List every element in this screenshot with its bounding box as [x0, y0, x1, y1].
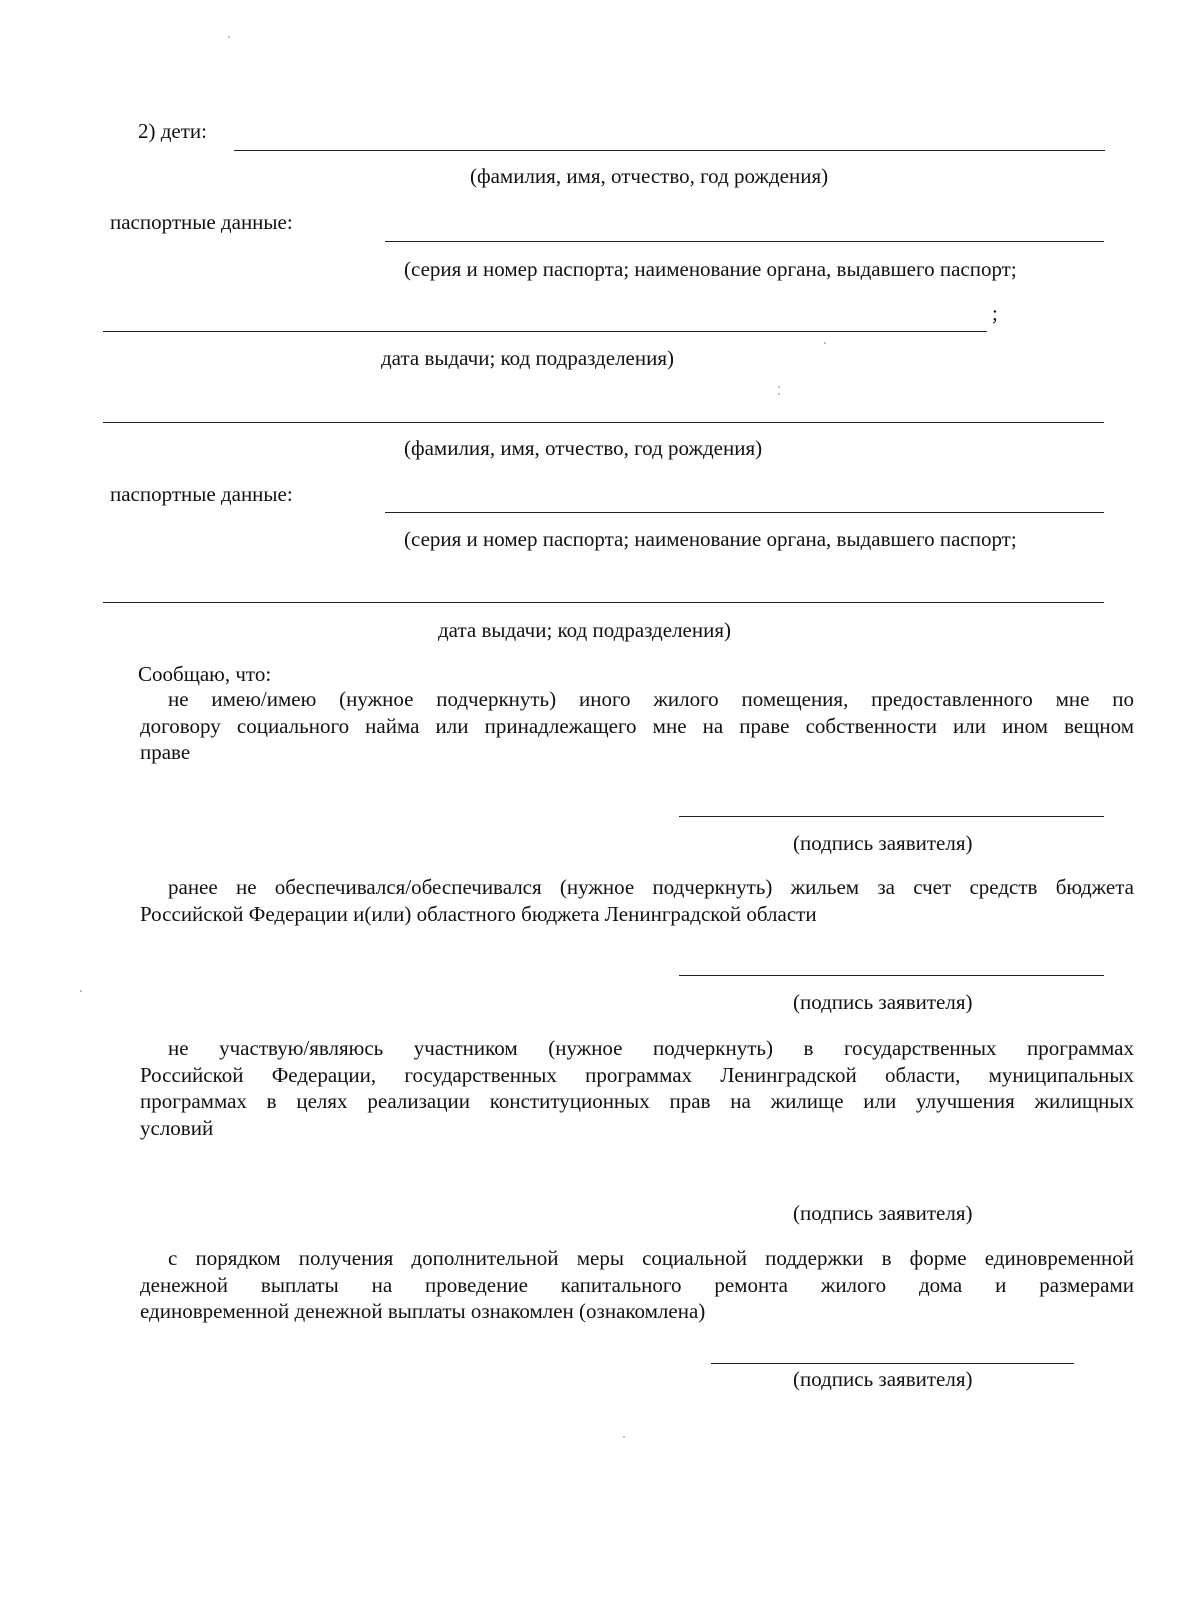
statement-provided	[112, 874, 1134, 927]
scan-speck	[778, 393, 780, 395]
scan-speck	[824, 342, 826, 344]
child2-name-caption: (фамилия, имя, отчество, год рождения)	[404, 436, 763, 460]
statement-housing	[112, 686, 1134, 766]
child1-passport-caption-2: дата выдачи; код подразделения)	[381, 346, 674, 370]
scan-speck	[228, 36, 230, 38]
signature-caption-1: (подпись заявителя)	[793, 831, 973, 855]
statement-line: Российской Федерации и(или) областного бюджета Ленинградской области	[140, 901, 817, 926]
child1-name-caption: (фамилия, имя, отчество, год рождения)	[470, 164, 829, 188]
signature-line-4[interactable]	[711, 1363, 1074, 1364]
statement-programs	[112, 1035, 1134, 1141]
child2-passport-field-line-2[interactable]	[103, 602, 1104, 603]
signature-caption-3: (подпись заявителя)	[793, 1201, 973, 1225]
child1-passport-field-line[interactable]	[385, 241, 1104, 242]
child1-passport-label: паспортные данные:	[110, 210, 293, 234]
statement-line: условий	[140, 1115, 214, 1140]
statement-line: программах в целях реализации конституционных прав на жилище или улучшения жилищных	[140, 1089, 1134, 1113]
child2-passport-field-line[interactable]	[385, 512, 1104, 513]
children-label: 2) дети:	[138, 119, 207, 143]
child1-passport-field-line-2[interactable]	[103, 331, 987, 332]
statement-line: ранее не обеспечивался/обеспечивался (нужное подчеркнуть) жильем за счет средств бюджета	[168, 875, 1134, 899]
child1-passport-caption-1: (серия и номер паспорта; наименование органа, выдавшего паспорт;	[404, 257, 1017, 281]
signature-caption-2: (подпись заявителя)	[793, 990, 973, 1014]
child1-name-field-line[interactable]	[234, 150, 1105, 151]
signature-line-2[interactable]	[679, 975, 1104, 976]
statement-line: денежной выплаты на проведение капитального ремонта жилого дома и размерами	[140, 1272, 1134, 1297]
statement-line: с порядком получения дополнительной меры социальной поддержки в форме единовременной	[168, 1246, 1134, 1270]
statement-line: договору социального найма или принадлежащего мне на праве собственности или ином вещном	[140, 713, 1134, 738]
statement-acquainted	[112, 1245, 1134, 1325]
signature-line-1[interactable]	[679, 816, 1104, 817]
scan-speck	[623, 1436, 625, 1438]
child2-passport-caption-2: дата выдачи; код подразделения)	[438, 618, 731, 642]
statement-line: единовременной денежной выплаты ознакомлен (ознакомлена)	[140, 1299, 706, 1323]
statement-line: не участвую/являюсь участником (нужное подчеркнуть) в государственных программах	[168, 1036, 1134, 1060]
child2-name-field-line[interactable]	[103, 422, 1104, 423]
child2-passport-caption-1: (серия и номер паспорта; наименование органа, выдавшего паспорт;	[404, 527, 1017, 551]
scan-speck	[778, 386, 780, 388]
statement-line: Российской Федерации, государственных программах Ленинградской области, муниципальных	[140, 1062, 1134, 1087]
statement-line: не имею/имею (нужное подчеркнуть) иного жилого помещения, предоставленного мне по	[168, 687, 1134, 711]
statement-line: праве	[140, 740, 191, 764]
scan-speck	[80, 990, 82, 992]
child1-semicolon: ;	[992, 301, 998, 325]
child2-passport-label: паспортные данные:	[110, 482, 293, 506]
signature-caption-4: (подпись заявителя)	[793, 1367, 973, 1391]
statement-intro: Сообщаю, что:	[138, 662, 272, 686]
